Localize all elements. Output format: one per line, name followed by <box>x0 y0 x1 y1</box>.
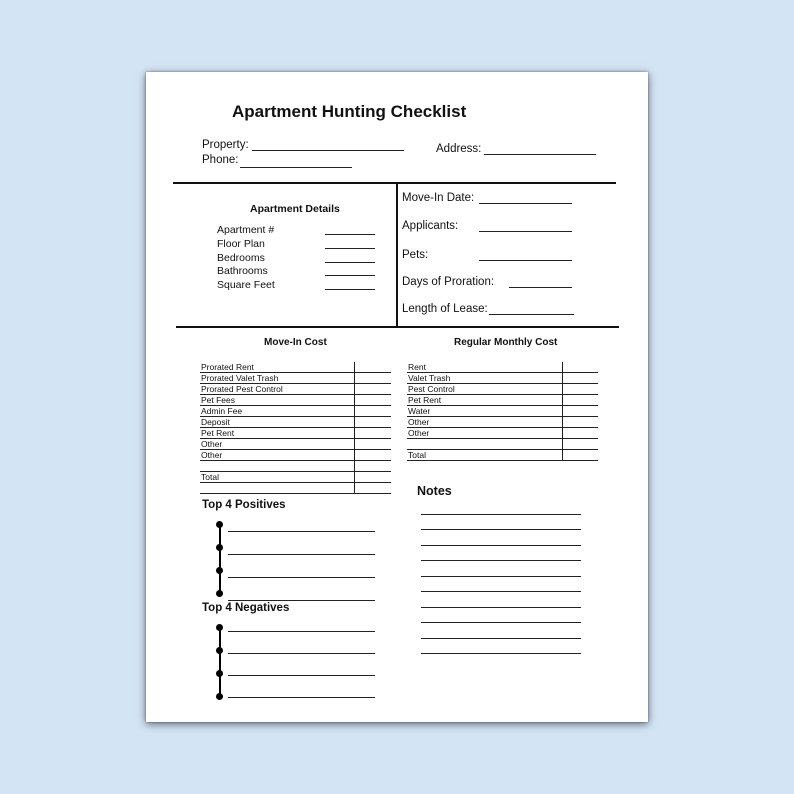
table-row[interactable] <box>200 384 391 395</box>
row-label: Pet Fees <box>201 395 236 405</box>
bullet-dot-icon <box>216 567 223 574</box>
notes-line[interactable] <box>421 591 581 592</box>
table-row[interactable] <box>407 362 598 373</box>
move-in-date-field[interactable] <box>479 203 572 204</box>
table-row[interactable] <box>200 406 391 417</box>
positive-field[interactable] <box>228 600 375 601</box>
move-in-cost-heading: Move-In Cost <box>264 337 327 348</box>
row-label: Other <box>201 450 223 460</box>
phone-label: Phone: <box>202 154 239 166</box>
table-row[interactable] <box>407 428 598 439</box>
detail-bedrooms-label: Bedrooms <box>217 252 265 264</box>
row-label: Valet Trash <box>408 373 451 383</box>
bullet-dot-icon <box>216 647 223 654</box>
row-label: Other <box>408 417 430 427</box>
property-label: Property: <box>202 139 249 151</box>
row-label: Pest Control <box>408 384 455 394</box>
negatives-heading: Top 4 Negatives <box>202 602 290 614</box>
table-row[interactable] <box>407 439 598 450</box>
table-row[interactable] <box>407 450 598 461</box>
negative-field[interactable] <box>228 631 375 632</box>
row-label: Pet Rent <box>408 395 442 405</box>
notes-line[interactable] <box>421 560 581 561</box>
detail-square-feet-field[interactable] <box>325 289 375 290</box>
notes-line[interactable] <box>421 576 581 577</box>
monthly-cost-table <box>407 362 598 461</box>
row-label: Other <box>408 428 430 438</box>
notes-line[interactable] <box>421 638 581 639</box>
notes-line[interactable] <box>421 607 581 608</box>
table-row[interactable] <box>200 461 391 472</box>
negatives-timeline <box>219 627 221 697</box>
days-of-proration-label: Days of Proration: <box>402 276 495 288</box>
row-label: Admin Fee <box>201 406 243 416</box>
positive-field[interactable] <box>228 531 375 532</box>
row-label: Prorated Valet Trash <box>201 373 279 383</box>
pets-field[interactable] <box>479 260 572 261</box>
top-divider <box>173 182 616 184</box>
row-label: Deposit <box>201 417 230 427</box>
table-row[interactable] <box>200 362 391 373</box>
row-label: Prorated Rent <box>201 362 254 372</box>
property-field[interactable] <box>252 150 404 151</box>
table-row[interactable] <box>200 395 391 406</box>
notes-line[interactable] <box>421 529 581 530</box>
monthly-cost-heading: Regular Monthly Cost <box>454 337 558 348</box>
row-label: Pet Rent <box>201 428 235 438</box>
positive-field[interactable] <box>228 577 375 578</box>
negative-field[interactable] <box>228 697 375 698</box>
row-label: Prorated Pest Control <box>201 384 283 394</box>
move-in-date-label: Move-In Date: <box>402 192 475 204</box>
table-row[interactable] <box>407 395 598 406</box>
pets-label: Pets: <box>402 249 429 261</box>
detail-bedrooms-field[interactable] <box>325 262 375 263</box>
negative-field[interactable] <box>228 675 375 676</box>
applicants-label: Applicants: <box>402 220 459 232</box>
notes-line[interactable] <box>421 514 581 515</box>
row-label: Total <box>201 472 219 482</box>
detail-floor-plan-field[interactable] <box>325 248 375 249</box>
row-label: Total <box>408 450 426 460</box>
bullet-dot-icon <box>216 670 223 677</box>
bullet-dot-icon <box>216 544 223 551</box>
row-label: Other <box>201 439 223 449</box>
checklist-sheet <box>146 72 648 722</box>
row-label: Rent <box>408 362 426 372</box>
bullet-dot-icon <box>216 590 223 597</box>
notes-line[interactable] <box>421 622 581 623</box>
length-of-lease-field[interactable] <box>489 314 574 315</box>
notes-heading: Notes <box>417 484 452 498</box>
detail-square-feet-label: Square Feet <box>217 279 275 291</box>
apartment-details-heading: Apartment Details <box>250 203 340 215</box>
applicants-field[interactable] <box>479 231 572 232</box>
row-label: Water <box>408 406 431 416</box>
address-field[interactable] <box>484 154 596 155</box>
positives-heading: Top 4 Positives <box>202 499 286 511</box>
table-row[interactable] <box>200 428 391 439</box>
notes-line[interactable] <box>421 545 581 546</box>
center-divider <box>396 183 398 327</box>
table-row[interactable] <box>407 406 598 417</box>
address-label: Address: <box>436 143 482 155</box>
bullet-dot-icon <box>216 521 223 528</box>
detail-bathrooms-field[interactable] <box>325 275 375 276</box>
notes-line[interactable] <box>421 653 581 654</box>
table-row[interactable] <box>200 472 391 483</box>
detail-bathrooms-label: Bathrooms <box>217 265 268 277</box>
negative-field[interactable] <box>228 653 375 654</box>
table-row[interactable] <box>200 417 391 428</box>
positive-field[interactable] <box>228 554 375 555</box>
bullet-dot-icon <box>216 624 223 631</box>
length-of-lease-label: Length of Lease: <box>402 303 488 315</box>
middle-divider <box>176 326 619 328</box>
phone-field[interactable] <box>240 167 352 168</box>
detail-apartment-field[interactable] <box>325 234 375 235</box>
table-row[interactable] <box>407 417 598 428</box>
detail-floor-plan-label: Floor Plan <box>217 238 265 250</box>
bullet-dot-icon <box>216 693 223 700</box>
positives-timeline <box>219 524 221 594</box>
table-row[interactable] <box>407 384 598 395</box>
table-row[interactable] <box>200 373 391 384</box>
table-row[interactable] <box>407 373 598 384</box>
table-row[interactable] <box>200 450 391 461</box>
page-title: Apartment Hunting Checklist <box>232 102 467 121</box>
move-in-cost-table <box>200 362 391 494</box>
table-row[interactable] <box>200 483 391 494</box>
table-row[interactable] <box>200 439 391 450</box>
days-of-proration-field[interactable] <box>509 287 572 288</box>
detail-apartment-label: Apartment # <box>217 224 275 236</box>
